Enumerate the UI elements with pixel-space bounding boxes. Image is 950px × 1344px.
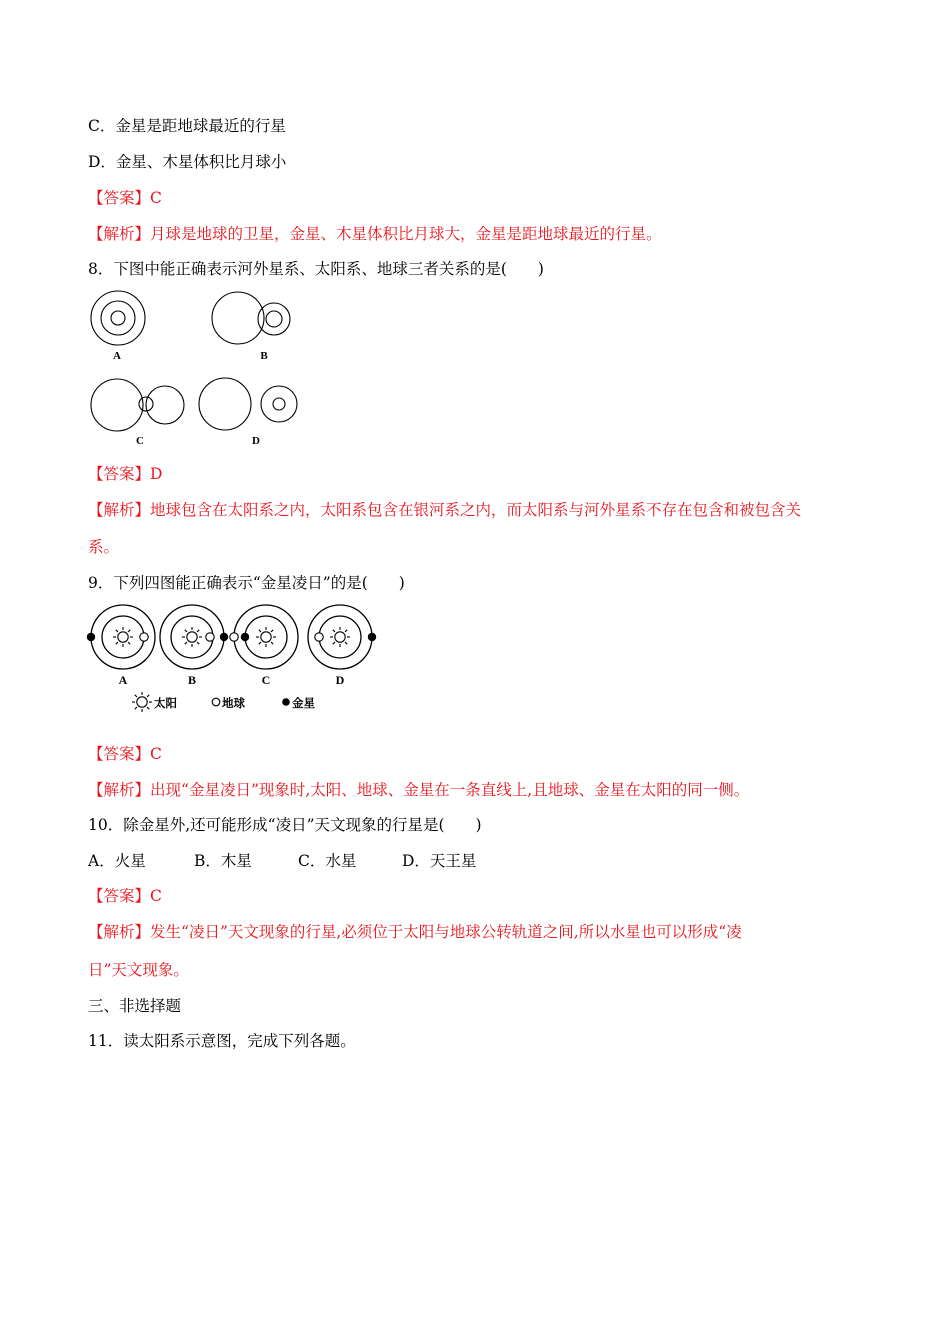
q8-label-b: B [260, 350, 268, 362]
sun-icon [113, 627, 133, 647]
q10-option-a: A．火星 [88, 852, 146, 870]
q11-stem: 11．读太阳系示意图，完成下列各题。 [88, 1032, 356, 1050]
q9-stem: 9．下列四图能正确表示“金星凌日”的是( ) [88, 574, 405, 592]
earth-icon [230, 633, 238, 641]
q8-analysis [88, 500, 801, 520]
answer-tag: 【答案】 [88, 887, 151, 905]
analysis-tag: 【解析】 [88, 923, 151, 941]
section-3-title: 三、非选择题 [88, 997, 182, 1015]
legend-sun-icon [132, 692, 152, 712]
venus-icon [220, 633, 228, 641]
q8-answer [88, 464, 162, 484]
q9-label-a: A [118, 673, 128, 687]
q8-label-c: C [136, 435, 144, 447]
q8-label-a: A [113, 350, 121, 362]
q7-option-d: D．金星、木星体积比月球小 [88, 153, 287, 171]
venus-icon [368, 633, 376, 641]
q9-label-d: D [335, 673, 345, 687]
legend-venus-icon [282, 698, 290, 706]
q9-figure [82, 600, 382, 718]
q10-option-d: D．天王星 [402, 852, 477, 870]
q9-answer [88, 744, 162, 764]
analysis-tag: 【解析】 [88, 501, 151, 519]
legend-venus-label: 金星 [292, 696, 315, 710]
q8-analysis-cont: 系。 [88, 538, 120, 556]
analysis-text: 月球是地球的卫星，金星、木星体积比月球大，金星是距地球最近的行星。 [150, 225, 662, 243]
sun-icon [256, 627, 276, 647]
answer-value: D [150, 465, 163, 483]
answer-tag: 【答案】 [88, 189, 151, 207]
answer-value: C [150, 745, 162, 763]
q8-diagram-c [91, 379, 184, 431]
answer-value: C [150, 189, 162, 207]
analysis-text: 地球包含在太阳系之内，太阳系包含在银河系之内，而太阳系与河外星系不存在包含和被包含关 [150, 501, 802, 519]
sun-icon [330, 627, 350, 647]
q8-label-d: D [252, 435, 260, 447]
q8-figure [86, 286, 316, 451]
sun-icon [182, 627, 202, 647]
legend-earth-label: 地球 [222, 696, 245, 710]
q10-analysis [88, 922, 742, 942]
q9-analysis [88, 780, 749, 800]
answer-tag: 【答案】 [88, 745, 151, 763]
venus-icon [87, 633, 95, 641]
q7-answer [88, 188, 162, 208]
earth-icon [140, 633, 148, 641]
q7-option-c: C．金星是距地球最近的行星 [88, 117, 286, 135]
analysis-tag: 【解析】 [88, 225, 151, 243]
answer-value: C [150, 887, 162, 905]
q10-options [88, 851, 476, 871]
analysis-tag: 【解析】 [88, 781, 151, 799]
q8-diagram-a [91, 291, 145, 345]
q8-diagram-b [212, 292, 290, 344]
q9-label-c: C [261, 673, 271, 687]
q10-answer [88, 886, 162, 906]
q10-option-b: B．木星 [194, 852, 252, 870]
q8-stem: 8．下图中能正确表示河外星系、太阳系、地球三者关系的是( ) [88, 260, 544, 278]
q10-stem: 10．除金星外,还可能形成“凌日”天文现象的行星是( ) [88, 816, 482, 834]
earth-icon [315, 633, 323, 641]
analysis-text: 出现“金星凌日”现象时,太阳、地球、金星在一条直线上,且地球、金星在太阳的同一侧。 [150, 781, 750, 799]
q8-diagram-d [199, 378, 297, 430]
legend-sun-label: 太阳 [154, 696, 177, 710]
q10-analysis-cont: 日”天文现象。 [88, 961, 189, 979]
earth-icon [206, 633, 214, 641]
q9-label-b: B [187, 673, 197, 687]
legend-earth-icon [212, 698, 220, 706]
q7-analysis [88, 224, 662, 244]
analysis-text: 发生“凌日”天文现象的行星,必须位于太阳与地球公转轨道之间,所以水星也可以形成“凌 [150, 923, 742, 941]
answer-tag: 【答案】 [88, 465, 151, 483]
q10-option-c: C．水星 [298, 852, 357, 870]
venus-icon [241, 633, 249, 641]
